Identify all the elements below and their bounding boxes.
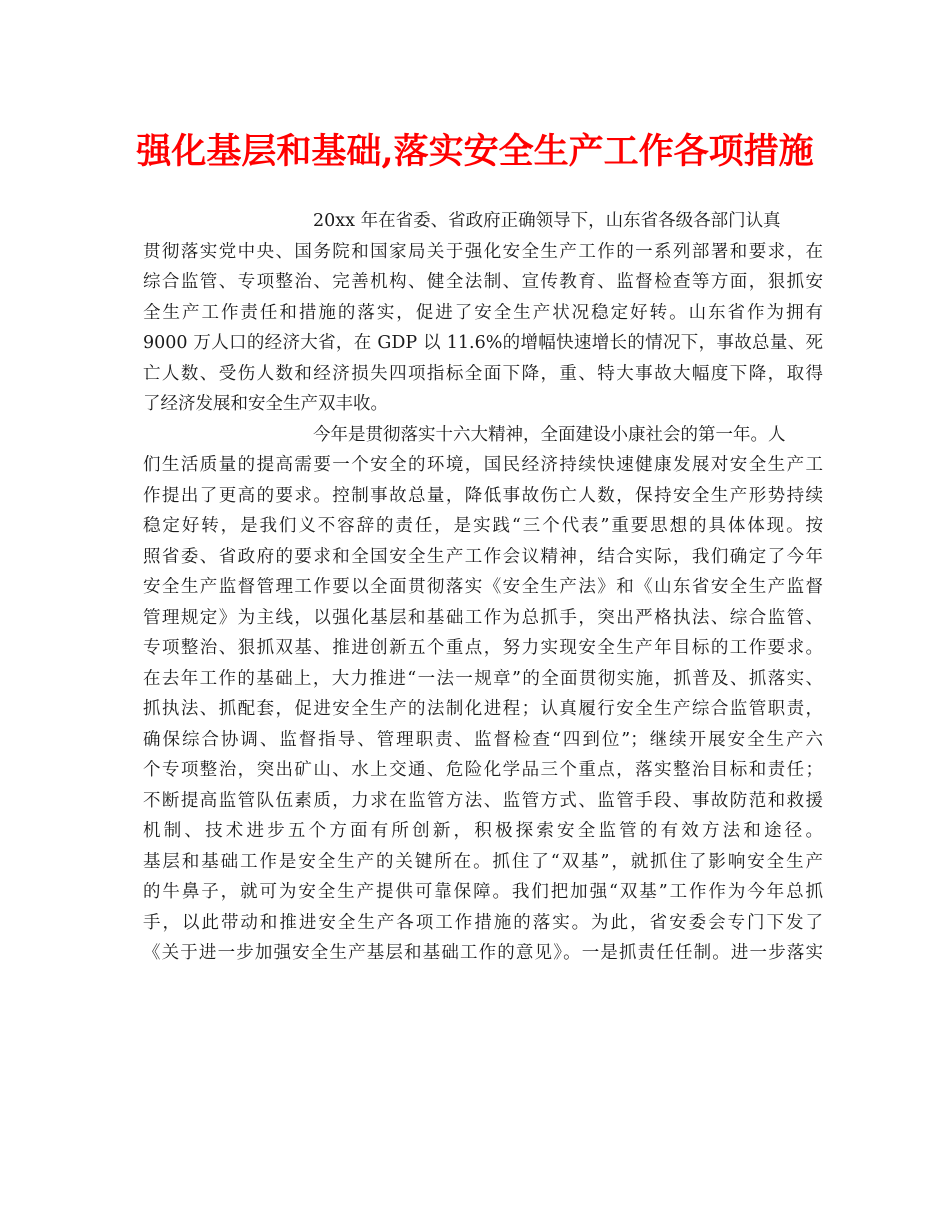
- paragraph-1-line: 了经济发展和安全生产双丰收。: [143, 394, 388, 414]
- paragraph-2-line: 安全生产监督管理工作要以全面贯彻落实《安全生产法》和《山东省安全生产监督: [143, 577, 823, 597]
- paragraph-1-line: 20xx 年在省委、省政府正确领导下，山东省各级各部门认真: [313, 211, 781, 231]
- paragraph-2-line: 照省委、省政府的要求和全国安全生产工作会议精神，结合实际，我们确定了今年: [143, 546, 823, 567]
- paragraph-2-line: 作提出了更高的要求。控制事故总量，降低事故伤亡人数，保持安全生产形势持续: [143, 485, 823, 506]
- paragraph-1-line: 贯彻落实党中央、国务院和国家局关于强化安全生产工作的一系列部署和要求，在: [143, 241, 823, 262]
- paragraph-2-line: 在去年工作的基础上，大力推进“一法一规章”的全面贯彻实施，抓普及、抓落实、: [143, 668, 823, 689]
- paragraph-2-line: 手，以此带动和推进安全生产各项工作措施的落实。为此，省安委会专门下发了: [143, 912, 823, 933]
- paragraph-2-line: 的牛鼻子，就可为安全生产提供可靠保障。我们把加强“双基”工作作为今年总抓: [143, 882, 823, 902]
- paragraph-1-line: 9000 万人口的经济大省，在 GDP 以 11.6%的增幅快速增长的情况下，事故总量、死: [143, 333, 823, 353]
- paragraph-2-line: 今年是贯彻落实十六大精神，全面建设小康社会的第一年。人: [313, 424, 786, 445]
- paragraph-2-line: 不断提高监管队伍素质，力求在监管方法、监管方式、监管手段、事故防范和救援: [143, 790, 823, 811]
- paragraph-1-line: 综合监管、专项整治、完善机构、健全法制、宣传教育、监督检查等方面，狠抓安: [143, 272, 823, 292]
- paragraph-1-line: 亡人数、受伤人数和经济损失四项指标全面下降，重、特大事故大幅度下降，取得: [143, 363, 823, 384]
- paragraph-2-line: 基层和基础工作是安全生产的关键所在。抓住了“双基”，就抓住了影响安全生产: [143, 851, 823, 872]
- paragraph-1-line: 全生产工作责任和措施的落实，促进了安全生产状况稳定好转。山东省作为拥有: [143, 302, 823, 323]
- paragraph-2-line: 确保综合协调、监督指导、管理职责、监督检查“四到位”；继续开展安全生产六: [143, 729, 823, 750]
- paragraph-2-line: 管理规定》为主线，以强化基层和基础工作为总抓手，突出严格执法、综合监管、: [143, 607, 823, 628]
- document-title: 强化基层和基础,落实安全生产工作各项措施: [136, 131, 814, 172]
- paragraph-2-line: 稳定好转，是我们义不容辞的责任，是实践“三个代表”重要思想的具体体现。按: [143, 516, 823, 536]
- document-body: [143, 206, 823, 969]
- paragraph-2-line: 机制、技术进步五个方面有所创新，积极探索安全监管的有效方法和途径。: [143, 821, 823, 841]
- paragraph-2-line: 个专项整治，突出矿山、水上交通、危险化学品三个重点，落实整治目标和责任；: [143, 760, 823, 780]
- paragraph-2-line: 们生活质量的提高需要一个安全的环境，国民经济持续快速健康发展对安全生产工: [143, 455, 823, 475]
- paragraph-2-line: 《关于进一步加强安全生产基层和基础工作的意见》。一是抓责任任制。进一步落实: [143, 943, 823, 963]
- paragraph-2-line: 专项整治、狠抓双基、推进创新五个重点，努力实现安全生产年目标的工作要求。: [143, 638, 823, 658]
- paragraph-2-line: 抓执法、抓配套，促进安全生产的法制化进程；认真履行安全生产综合监管职责，: [143, 699, 823, 719]
